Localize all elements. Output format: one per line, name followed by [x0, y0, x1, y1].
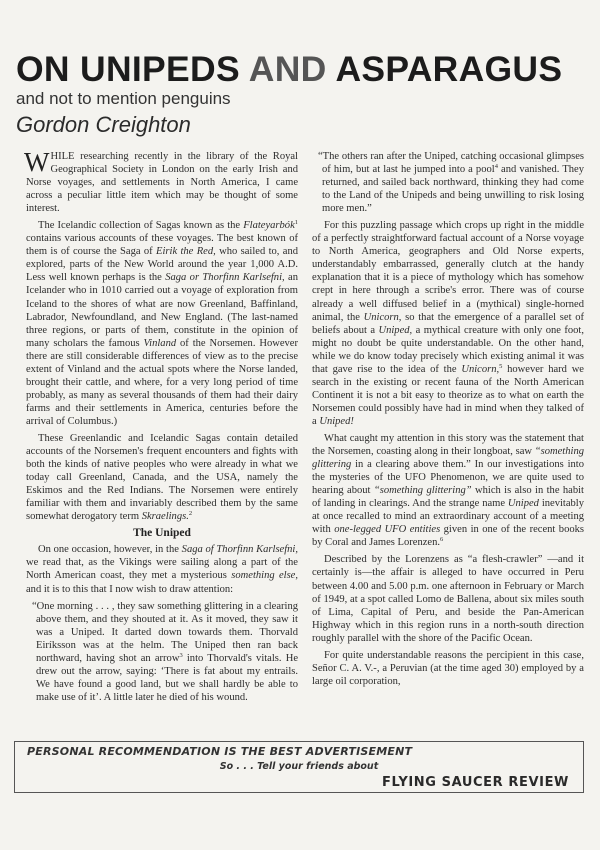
- advertisement-magazine-name: FLYING SAUCER REVIEW: [381, 775, 569, 790]
- italic-text: Uniped: [507, 498, 539, 510]
- text-run: of the Norsemen. However there are still considerable differences of view as to the precise extent of Vinland and the actual spots where the Norse landed, brought their cattle, and where, for a very long period of time probably, as many as several thousands of them had their dairy farms and their settlements in America, centuries before the arrival of Columbus.): [26, 337, 298, 427]
- text-run: given in one of the recent books by Coral and James Lorenzen.: [312, 524, 585, 549]
- body-paragraph: [26, 543, 298, 595]
- italic-text: Uniped!: [319, 415, 354, 427]
- advertisement-box: [14, 741, 584, 793]
- footnote-marker: 4: [494, 163, 498, 171]
- quoted-paragraph: [312, 150, 584, 215]
- text-run: “The others ran after the Uniped, catching occasional glimpses of him, but at last he jumped into a pool: [318, 151, 584, 176]
- italic-text: Vinland: [143, 337, 177, 349]
- body-paragraph: [312, 553, 584, 644]
- text-run: For quite understandable reasons the percipient in this case, Señor C. A. V.-, a Peruvian (at the time aged 30) employed by a large oil corporation,: [312, 649, 584, 687]
- text-run: we read that, as the Vikings were sailing along a part of the North American coast, they met a mysterious: [26, 557, 298, 582]
- body-paragraph: [312, 649, 584, 688]
- italic-text: Skraelings.: [141, 511, 189, 523]
- footnote-marker: 2: [188, 510, 193, 518]
- italic-text: “something glittering”: [373, 485, 472, 497]
- body-paragraph: [312, 432, 584, 549]
- text-run: who sailed to, and explored, parts of the New World around the year 1,000 A.D. Less well known perhaps is the: [26, 246, 298, 284]
- text-run: The Uniped: [133, 527, 191, 540]
- article-title: [16, 49, 563, 89]
- footnote-marker: 1: [294, 219, 298, 227]
- text-run: inevitably at once recalled to mind an extraordinary account of a meeting with: [312, 498, 584, 536]
- italic-text: Flateyarbók: [243, 220, 295, 232]
- text-run: For this puzzling passage which crops up right in the middle of a perfectly straightforward factual account of a Norse voyage to North America, geographers and Old Norse experts, understandably embarrassed, generally clutch at the handy explanation that it is a piece of mythology which has somehow crept in here through a scribe's error. There was of course already a well diffused belief in a (mythical) single-horned animal, the: [312, 220, 584, 323]
- text-run: Described by the Lorenzens as “a flesh-crawler” —and it certainly is—the affair is alleged to have occurred in Peru between 4.00 and 5.00 p.m. one afternoon in February or March of 1949, at a spot called Lomo de Ballena, about six miles south of Lima, Capital of Peru, and beside the Pan-American Highway which in this region runs in a north-south direction roughly parallel with the shore of the Pacific Ocean.: [312, 554, 584, 644]
- text-run: and it is to this that I now wish to draw attention:: [26, 583, 234, 595]
- italic-text: something else,: [231, 570, 298, 582]
- text-run: which is also in the habit of landing in clearings. And the strange name: [312, 485, 584, 510]
- body-paragraph: [26, 432, 298, 523]
- footnote-marker: 6: [439, 536, 444, 544]
- italic-text: Unicorn,: [363, 311, 402, 323]
- drop-cap: W: [24, 147, 50, 177]
- text-run: contains various accounts of these voyages. The best known of them is of course the Saga of: [26, 233, 298, 258]
- title-part-3: ASPARAGUS: [326, 49, 563, 89]
- text-run: HILE researching recently in the library of the Royal Geographical Society in London on the early Irish and Norse voyages, and settlements in North America, I came across a peculiar little item which may be thought of some interest.: [26, 151, 298, 215]
- text-run: so that the emergence of a parallel set of beliefs about a: [312, 311, 584, 336]
- italic-text: Eirik the Red,: [156, 246, 216, 258]
- quoted-paragraph: [26, 600, 298, 704]
- text-run: and vanished. They returned, and sailed back northward, thinking they had come to the Land of the Unipeds and being unwilling to risk losing more men.”: [322, 164, 584, 215]
- italic-text: Saga or Thorfinn Karlsefni,: [165, 272, 285, 284]
- left-column: [24, 147, 298, 708]
- text-run: into Thorvald's vitals. He drew out the arrow, saying: ‘There is fat about my entrails. We have found a good land, but we shall hardly be able to make use of it’. A little later he died of his wound.: [36, 652, 298, 703]
- text-run: What caught my attention in this story was the statement that the Norsemen, coasting along in their longboat, saw: [312, 432, 584, 458]
- advertisement-tagline: So . . . Tell your friends about: [219, 761, 379, 772]
- body-paragraph: [24, 147, 298, 215]
- italic-text: “something glittering: [312, 446, 584, 471]
- text-run: These Greenlandic and Icelandic Sagas contain detailed accounts of the Norsemen's frequent encounters and fights with both the kinds of native peoples who were already in what we today call Greenland, Canada, and the USA, namely the Eskimos and the Red Indians. The Norsemen were entirely familiar with them and invariably described them by the same somewhat derogatory term: [26, 432, 298, 523]
- text-run: a mythical creature with only one foot, might no doubt be quite understandable. On the other hand, while we do know today precisely which existing animal it was that gave rise to the idea of the: [312, 324, 584, 375]
- footnote-marker: 3: [179, 651, 183, 659]
- section-heading: [26, 527, 298, 540]
- text-run: an Icelander who in 1010 carried out a voyage of exploration from Iceland to the shores of what are now Greenland, Baffinland, Labrador, Newfoundland, and New England. (The last-named three regions, or parts of them, constitute in the opinion of many scholars the famous: [26, 272, 298, 349]
- text-run: however hard we search in the existing or recent fauna of the North American Continent it is not a bit easy to theorize as to what on earth the Norsemen could possibly have had in mind when they talked of a: [312, 363, 584, 427]
- advertisement-headline: PERSONAL RECOMMENDATION IS THE BEST ADVERTISEMENT: [27, 745, 413, 758]
- body-paragraph: [26, 219, 298, 428]
- title-part-2: AND: [248, 49, 327, 89]
- italic-text: Unicorn,: [461, 363, 500, 375]
- text-run: in a clearing above them.” In our investigations into the mysteries of the UFO Phenomenon, we are quite used to hearing about: [312, 459, 584, 497]
- text-run: “One morning . . . , they saw something glittering in a clearing above them, and they shouted at it. As it moved, they saw it was a Uniped. It darted down towards them. Thorvald Eiríksson was at the helm. The Uniped then ran back northward, having shot an arrow: [32, 600, 298, 664]
- title-part-1: ON UNIPEDS: [16, 49, 249, 89]
- article-subtitle: and not to mention penguins: [16, 89, 231, 108]
- body-paragraph: [312, 219, 584, 428]
- italic-text: one-legged UFO entities: [334, 524, 441, 536]
- italic-text: Uniped,: [378, 324, 413, 336]
- text-run: On one occasion, however, in the: [38, 544, 182, 556]
- footnote-marker: 5: [499, 362, 503, 370]
- right-column: [312, 150, 584, 692]
- article-author: Gordon Creighton: [16, 112, 191, 137]
- text-run: The Icelandic collection of Sagas known as the: [38, 220, 244, 232]
- italic-text: Saga of Thorfinn Karlsefni,: [181, 544, 298, 556]
